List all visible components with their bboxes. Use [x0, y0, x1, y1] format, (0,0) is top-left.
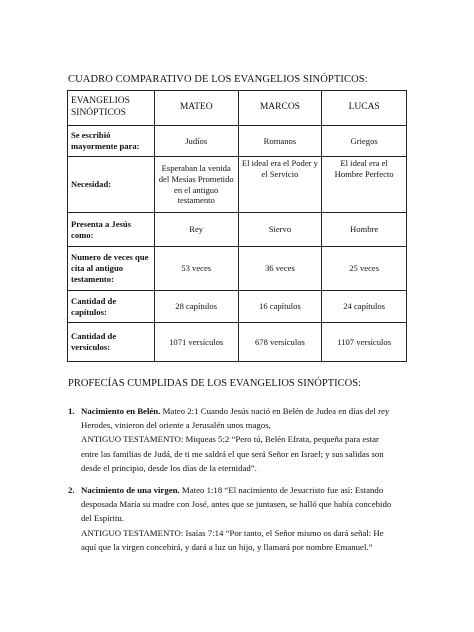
table-cell: Judíos [154, 126, 238, 157]
table-cell: 16 capítulos [238, 291, 322, 323]
header-cell: MATEO [154, 91, 238, 126]
header-cell: EVANGELIOS SINÓPTICOS [68, 91, 155, 126]
table-cell: Rey [154, 213, 238, 247]
table-cell: 25 veces [322, 247, 407, 291]
list-number: 2. [68, 485, 75, 495]
list-number: 1. [68, 406, 75, 416]
table-header-row [68, 91, 407, 126]
table-cell: Siervo [238, 213, 322, 247]
header-cell: MARCOS [238, 91, 322, 126]
table-row [68, 157, 407, 213]
table-cell: 36 veces [238, 247, 322, 291]
item-heading: Nacimiento en Belén. [81, 406, 161, 416]
row-label: Cantidad de capítulos: [68, 291, 155, 323]
item-text: desde el principio, desde los días de la eternidad”. [81, 462, 257, 473]
prophecies-title: PROFECÍAS CUMPLIDAS DE LOS EVANGELIOS SINÓPTICOS: [68, 378, 361, 389]
table-cell: Romanos [238, 126, 322, 157]
header-cell: LUCAS [322, 91, 407, 126]
row-label: Presenta a Jesús como: [68, 213, 155, 247]
item-heading: Nacimiento de una virgen. [81, 485, 180, 495]
table-cell: 1107 versículos [322, 323, 407, 362]
item-text: Mateo 1:18 “El nacimiento de Jesucristo fue así: Estando [179, 485, 384, 495]
table-row [68, 247, 407, 291]
table-row [68, 323, 407, 362]
table-cell: Hombre [322, 213, 407, 247]
table-row [68, 291, 407, 323]
row-label: Necesidad: [68, 157, 155, 213]
comparison-table [67, 90, 407, 362]
table-cell: 1071 versículos [154, 323, 238, 362]
list-item [68, 404, 408, 475]
row-label: Cantidad de versículos: [68, 323, 155, 362]
table-cell: 53 veces [154, 247, 238, 291]
table-cell: Griegos [322, 126, 407, 157]
table-cell: 24 capítulos [322, 291, 407, 323]
list-item [68, 483, 408, 554]
item-text: ANTIGUO TESTAMENTO: Miqueas 5:2 “Pero tú, Belén Efrata, pequeña para estar [81, 434, 379, 445]
table-cell: El ideal era el Hombre Perfecto [322, 157, 407, 213]
item-text: aquí que la virgen concebirá, y dará a luz un hijo, y llamará por nombre Emanuel.” [81, 541, 373, 552]
item-text: ANTIGUO TESTAMENTO: Isaías 7:14 “Por tanto, el Señor mismo os dará señal: He [81, 527, 384, 538]
row-label: Se escribió mayormente para: [68, 126, 155, 157]
item-text: del Espíritu. [81, 513, 125, 524]
item-text: Herodes, vinieron del oriente a Jerusalén unos magos, [81, 420, 271, 431]
comparison-title: CUADRO COMPARATIVO DE LOS EVANGELIOS SINÓPTICOS: [68, 74, 368, 85]
item-text: desposada María su madre con José, antes que se juntasen, se halló que había concebido [81, 499, 392, 510]
item-text: Mateo 2:1 Cuando Jesús nació en Belén de Judea en días del rey [160, 406, 390, 416]
table-cell: 28 capítulos [154, 291, 238, 323]
table-row [68, 126, 407, 157]
item-text: entre las familias de Judá, de ti me saldrá el que será Señor en Israel; y sus salidas son [81, 448, 384, 459]
table-cell: Esperaban la venida del Mesías Prometido en el antiguo testamento [154, 157, 238, 213]
row-label: Numero de veces que cita al antiguo testamento: [68, 247, 155, 291]
table-cell: 678 versículos [238, 323, 322, 362]
table-row [68, 213, 407, 247]
table-cell: El ideal era el Poder y el Servicio [238, 157, 322, 213]
